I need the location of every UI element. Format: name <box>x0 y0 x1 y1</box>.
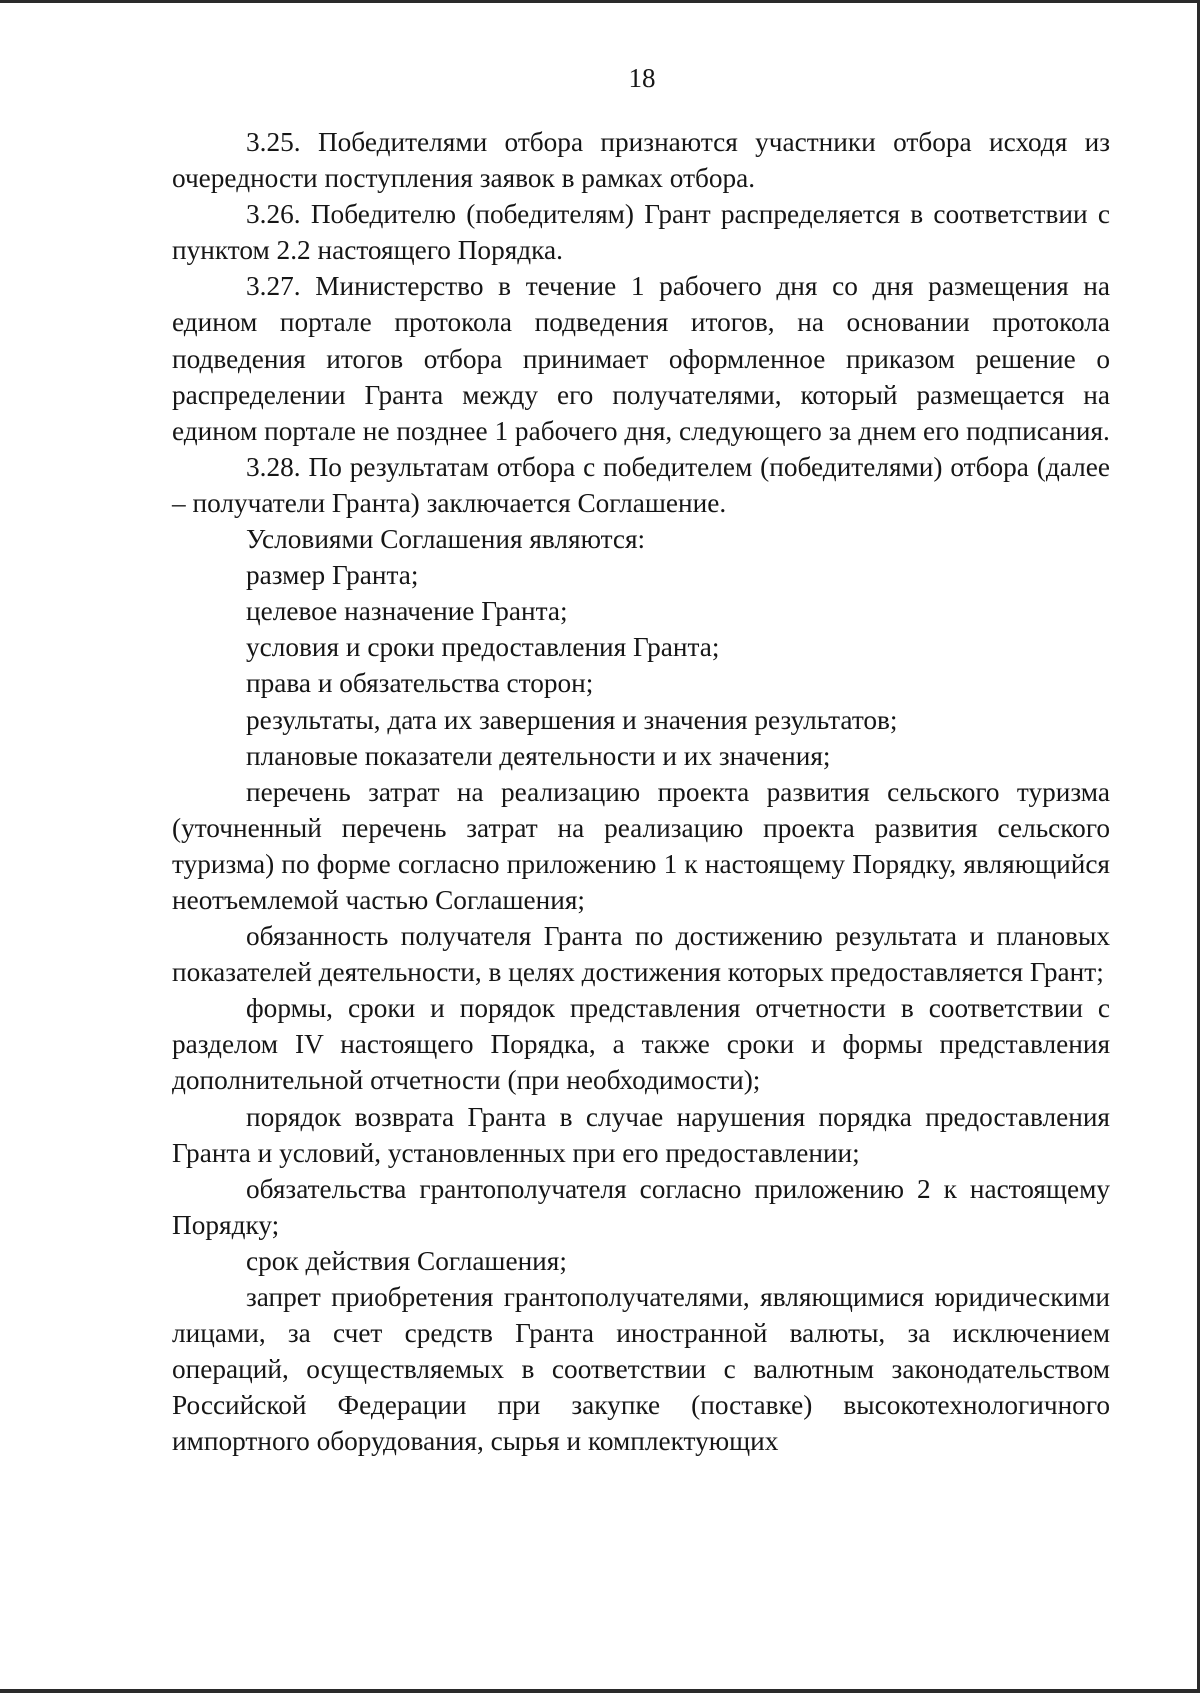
scan-edge-top <box>0 0 1200 3</box>
condition-item: запрет приобретения грантополучателями, являющимися юридическими лицами, за счет средств Гранта иностранной валюты, за исключением операций, осуществляемых в соответствии с валютным законодательством Российской Федерации при закупке (поставке) высокотехнологичного импортного оборудования, сырья и комплектующих <box>172 1282 1110 1457</box>
agreement-conditions-heading: Условиями Соглашения являются: <box>246 524 646 555</box>
document-body <box>172 124 1110 1459</box>
condition-item: срок действия Соглашения; <box>246 1245 567 1276</box>
condition-item: условия и сроки предоставления Гранта; <box>246 632 720 663</box>
page-number: 18 <box>628 63 656 93</box>
condition-item: формы, сроки и порядок представления отчетности в соответствии с разделом IV настоящего Порядка, а также сроки и формы представления дополнительной отчетности (при необходимости); <box>172 993 1110 1096</box>
condition-item: целевое назначение Гранта; <box>246 596 568 627</box>
condition-item: перечень затрат на реализацию проекта развития сельского туризма (уточненный перечень затрат на реализацию проекта развития сельского туризма) по форме согласно приложению 1 к настоящему Порядку, являющийся неотъемлемой частью Соглашения; <box>172 776 1110 915</box>
condition-item: размер Гранта; <box>246 560 419 591</box>
condition-item: права и обязательства сторон; <box>246 668 594 699</box>
condition-item: обязательства грантополучателя согласно приложению 2 к настоящему Порядку; <box>172 1173 1110 1240</box>
paragraph-3-25: 3.25. Победителями отбора признаются участники отбора исходя из очередности поступления заявок в рамках отбора. <box>172 127 1110 194</box>
condition-item: порядок возврата Гранта в случае нарушения порядка предоставления Гранта и условий, установленных при его предоставлении; <box>172 1101 1110 1168</box>
paragraph-3-27: 3.27. Министерство в течение 1 рабочего дня со дня размещения на едином портале протокола подведения итогов, на основании протокола подведения итогов отбора принимает оформленное приказом решение о распределении Гранта между его получателями, который размещается на едином портале не позднее 1 рабочего дня, следующего за днем его подписания. <box>172 271 1110 446</box>
scan-edge-bottom <box>0 1689 1200 1693</box>
condition-item: обязанность получателя Гранта по достижению результата и плановых показателей деятельности, в целях достижения которых предоставляется Грант; <box>172 921 1110 988</box>
condition-item: плановые показатели деятельности и их значения; <box>246 740 831 771</box>
paragraph-3-26: 3.26. Победителю (победителям) Грант распределяется в соответствии с пунктом 2.2 настоящего Порядка. <box>172 199 1110 266</box>
condition-item: результаты, дата их завершения и значения результатов; <box>246 704 898 735</box>
paragraph-3-28: 3.28. По результатам отбора с победителем (победителями) отбора (далее – получатели Гранта) заключается Соглашение. <box>172 451 1110 518</box>
